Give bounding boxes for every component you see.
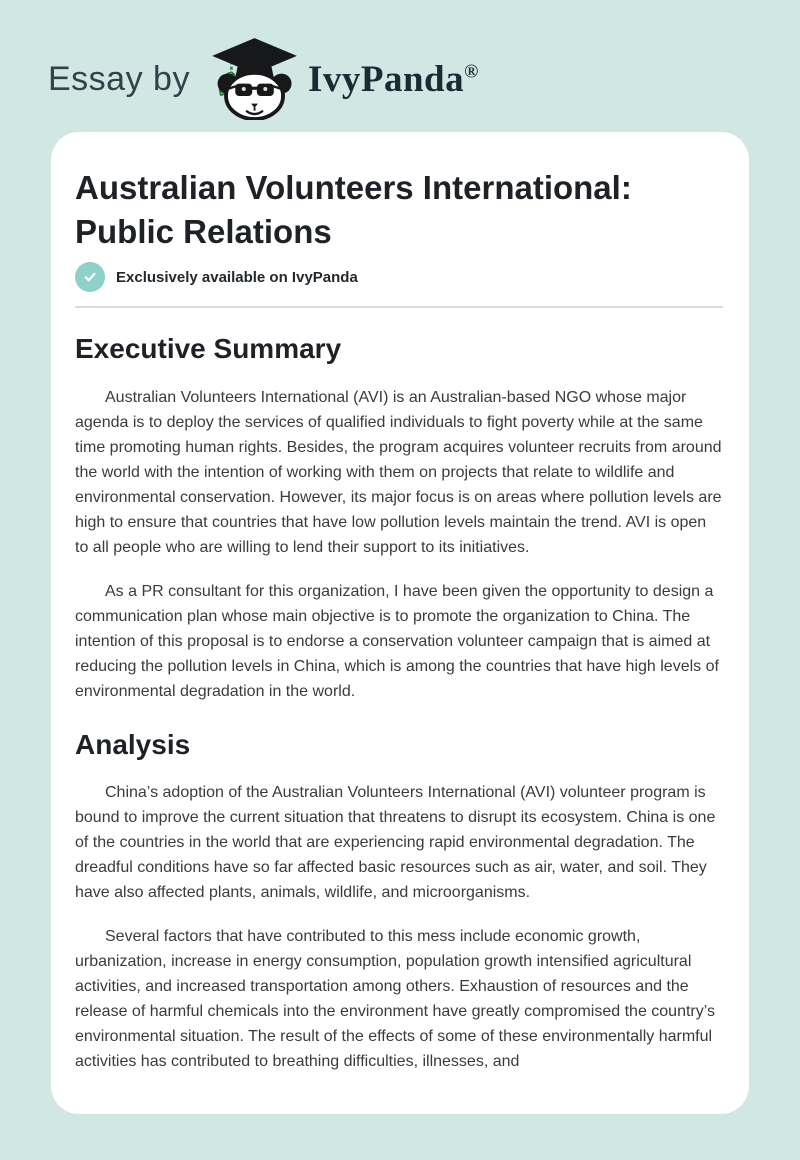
- brand-link[interactable]: [206, 38, 479, 120]
- heading-executive-summary: Executive Summary: [75, 333, 342, 364]
- heading-analysis: Analysis: [75, 728, 191, 760]
- paragraph: Several factors that have contributed to this mess include economic growth, urbanization, increase in energy consumption, population growth intensified agricultural activities, and increased transportation among others. Exhaustion of resources and the release of harmful chemicals into the environment have greatly compromised the country’s environmental situation. The result of the effects of some of these environmentally harmful activities has contributed to breathing difficulties, illnesses, and: [75, 928, 716, 1071]
- registered-mark: ®: [464, 61, 479, 83]
- divider: [75, 306, 723, 308]
- site-header: [0, 0, 800, 132]
- section-executive-summary: [75, 332, 723, 704]
- brand-name: IvyPanda®: [307, 58, 479, 100]
- exclusive-badge: [75, 262, 723, 292]
- paragraph: As a PR consultant for this organization, I have been given the opportunity to design a communication plan whose main objective is to promote the organization to China. The intention of this proposal is to endorse a conservation volunteer campaign that is aimed at reducing the pollution levels in China, which is among the countries that have high levels of environmental degradation in the world.: [75, 582, 719, 700]
- panda-logo-icon: [206, 38, 308, 120]
- essay-card: [51, 132, 749, 1114]
- paragraph: Australian Volunteers International (AVI) is an Australian-based NGO whose major agenda is to deploy the services of qualified individuals to fight poverty while at the same time promoting human rights. Besides, the program acquires volunteer recruits from around the world with the intention of working with them on projects that relate to wildlife and environmental conservation. However, its major focus is on areas where pollution levels are high to ensure that countries that have low pollution levels maintain the trend. AVI is open to all people who are willing to lend their support to its initiatives.: [75, 388, 722, 556]
- section-analysis: [75, 728, 723, 1075]
- essay-title: Australian Volunteers International: Public Relations: [75, 169, 632, 250]
- paragraph: China’s adoption of the Australian Volunteers International (AVI) volunteer program is bound to improve the current situation that threatens to disrupt its ecosystem. China is one of the countries in the world that are experiencing rapid environmental degradation. The dreadful conditions have so far affected basic resources such as air, water, and soil. They have also affected plants, animals, wildlife, and microorganisms.: [75, 784, 716, 902]
- badge-label: Exclusively available on IvyPanda: [116, 268, 358, 286]
- essay-by-label: Essay by: [48, 59, 190, 98]
- check-icon: [75, 262, 105, 292]
